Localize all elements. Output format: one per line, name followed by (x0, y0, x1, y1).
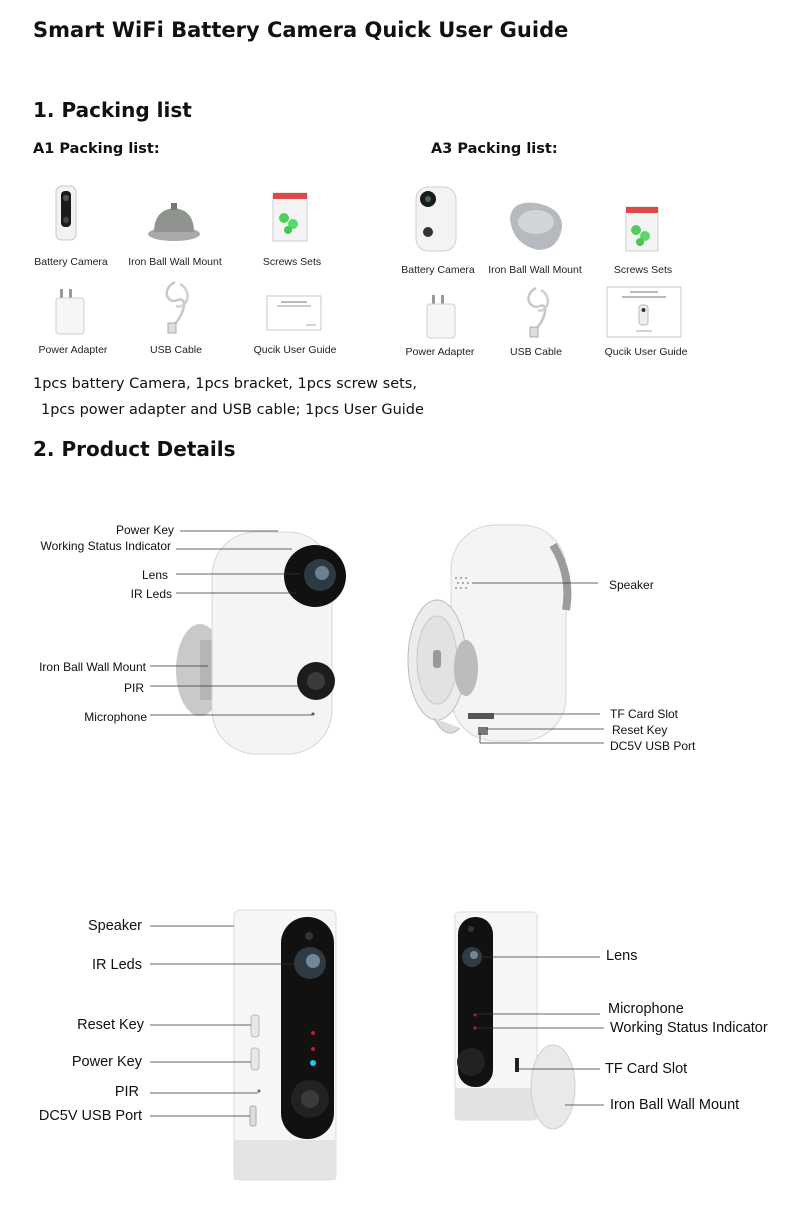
a1-front-camera-image (176, 532, 346, 754)
callout-speaker: Speaker (87, 918, 142, 934)
callout-dc5v-usb-port: DC5V USB Port (610, 739, 696, 753)
callout-working-status-indicator: Working Status Indicator (610, 1020, 768, 1036)
packing-description-line2: 1pcs power adapter and USB cable; 1pcs User Guide (41, 402, 424, 418)
callout-dc5v-usb-port: DC5V USB Port (38, 1108, 142, 1124)
section-heading-details: 2. Product Details (33, 437, 236, 461)
a1-item-caption: Power Adapter (38, 344, 108, 356)
packing-description-line1: 1pcs battery Camera, 1pcs bracket, 1pcs screw sets, (33, 376, 417, 392)
a3-item-caption: Qucik User Guide (604, 346, 688, 358)
callout-power-key: Power Key (71, 1054, 142, 1070)
a3-front-camera-image (234, 910, 336, 1180)
callout-iron-ball-wall-mount: Iron Ball Wall Mount (610, 1097, 740, 1113)
a1-item-caption: Battery Camera (34, 256, 108, 268)
callout-pir: PIR (123, 681, 144, 695)
a3-item-caption: Iron Ball Wall Mount (488, 264, 582, 276)
a1-item-caption: Screws Sets (262, 256, 322, 268)
callout-lens: Lens (606, 948, 638, 964)
callout-tf-card-slot: TF Card Slot (610, 707, 679, 721)
callout-power-key: Power Key (115, 523, 174, 537)
callout-speaker: Speaker (609, 578, 654, 592)
a1-packing-heading: A1 Packing list: (33, 141, 160, 157)
a1-back-camera-image (408, 525, 567, 741)
section-heading-packing: 1. Packing list (33, 98, 192, 122)
callout-reset-key: Reset Key (77, 1017, 144, 1033)
a1-item-caption: USB Cable (150, 344, 202, 356)
callout-lens: Lens (141, 568, 168, 582)
callout-microphone: Microphone (84, 710, 147, 724)
a3-item-caption: Power Adapter (405, 346, 475, 358)
callout-tf-card-slot: TF Card Slot (605, 1061, 688, 1077)
callout-reset-key: Reset Key (612, 723, 668, 737)
a3-item-caption: Battery Camera (401, 264, 475, 276)
callout-iron-ball-wall-mount: Iron Ball Wall Mount (39, 660, 146, 674)
callout-ir-leds: IR Leds (92, 957, 142, 973)
a3-item-caption: USB Cable (510, 346, 562, 358)
a1-item-caption: Qucik User Guide (253, 344, 337, 356)
page-title: Smart WiFi Battery Camera Quick User Guide (33, 18, 569, 42)
callout-ir-leds: IR Leds (130, 587, 172, 601)
a3-packing-heading: A3 Packing list: (431, 141, 558, 157)
a3-item-caption: Screws Sets (613, 264, 673, 276)
callout-pir: PIR (114, 1084, 139, 1100)
callout-microphone: Microphone (608, 1001, 684, 1017)
a3-side-camera-image (455, 912, 575, 1129)
a1-item-caption: Iron Ball Wall Mount (128, 256, 222, 268)
callout-working-status-indicator: Working Status Indicator (40, 539, 171, 553)
